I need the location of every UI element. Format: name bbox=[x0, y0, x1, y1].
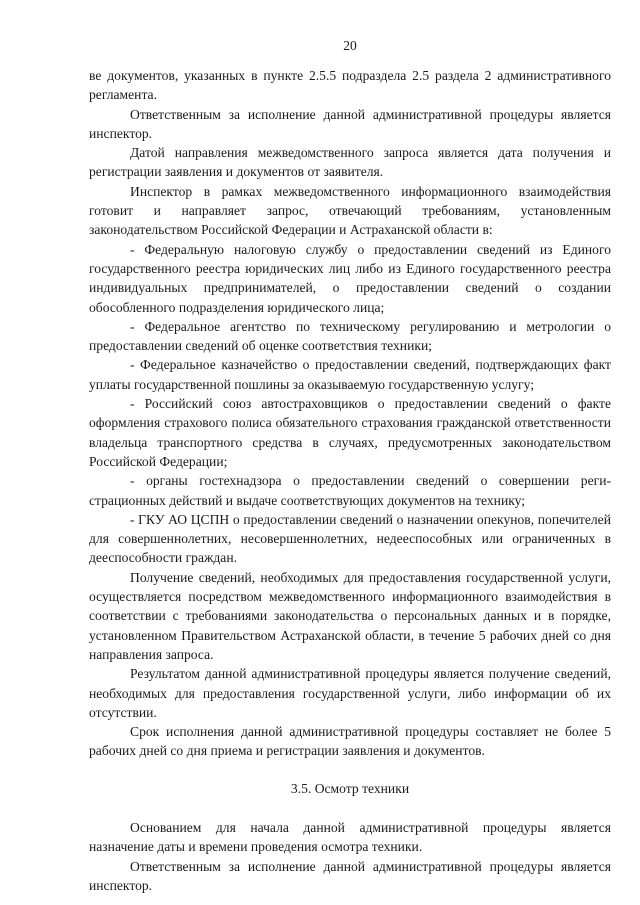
page-number: 20 bbox=[343, 38, 357, 53]
paragraph-request-date: Датой направления межведомственного запроса является дата получения и регистрации заявления и документов от заявителя. bbox=[89, 145, 611, 180]
document-body bbox=[89, 66, 611, 895]
list-item-insurers-union: - Российский союз автостраховщиков о предоставлении сведений о факте оформления страхового полиса обязательного страхования гражданской ответственности владельца транспортного средства в случаях, предусмотренных законодательством Российской Федерации; bbox=[89, 396, 611, 469]
list-item-metrology-agency: - Федеральное агентство по техническому регулированию и метрологии о предоставлении сведений об оценке соответствия техники; bbox=[89, 318, 611, 354]
paragraph-result: Результатом данной административной процедуры является получение сведений, необходимых для предоставления государственной услуги, либо информации об их отсутствии. bbox=[89, 666, 611, 720]
list-item-treasury: - Федеральное казначейство о предоставлении сведений, подтверждающих факт уплаты государственной пошлины за оказываемую государственную услугу; bbox=[89, 357, 611, 392]
paragraph-inspector-request: Инспектор в рамках межведомственного информационного взаимодействия готовит и направляет запрос, отвечающий требованиям, установленным законодательством Российской Федерации и Астраханской области в: bbox=[89, 183, 611, 238]
list-item-tax-service: - Федеральную налоговую службу о предоставлении сведений из Единого государственного реестра юридических лиц либо из Единого государственного реестра индивидуальных предпринимателей, о предоставлении сведений о создании обособленного подразделения юридического лица; bbox=[89, 241, 611, 315]
section-heading: 3.5. Осмотр техники bbox=[290, 780, 410, 796]
list-item-gku-cspn: - ГКУ АО ЦСПН о предоставлении сведений о назначении опекунов, попечителей для совершеннолетних, несовершеннолетних, недееспособных или ограниченных в дееспособности граждан. bbox=[89, 511, 611, 566]
paragraph-inspection-basis: Основанием для начала данной административной процедуры является назначение даты и времени проведения осмотра техники. bbox=[89, 819, 611, 855]
paragraph-responsible: Ответственным за исполнение данной административной процедуры является инспектор. bbox=[89, 106, 611, 141]
list-item-gostekhnadzor: - органы гостехнадзора о предоставлении сведений о совершении регистрационных действий и выдаче соответствующих документов на технику; bbox=[89, 473, 611, 508]
paragraph-deadline: Срок исполнения данной административной процедуры составляет не более 5 рабочих дней со дня приема и регистрации заявления и документов. bbox=[89, 724, 611, 759]
paragraph-inspection-responsible: Ответственным за исполнение данной административной процедуры является инспектор. bbox=[89, 858, 611, 893]
paragraph-continuation: ве документов, указанных в пункте 2.5.5 подраздела 2.5 раздела 2 административного регламента. bbox=[89, 68, 611, 103]
paragraph-obtaining-info: Получение сведений, необходимых для предоставления государственной услуги, осуществляется посредством межведомственного информационного взаимодействия в соответствии с требованиями законодательства о персональных данных и в порядке, установленном Правительством Астраханской области, в течение 5 рабочих дней со дня направления запроса. bbox=[89, 569, 611, 662]
